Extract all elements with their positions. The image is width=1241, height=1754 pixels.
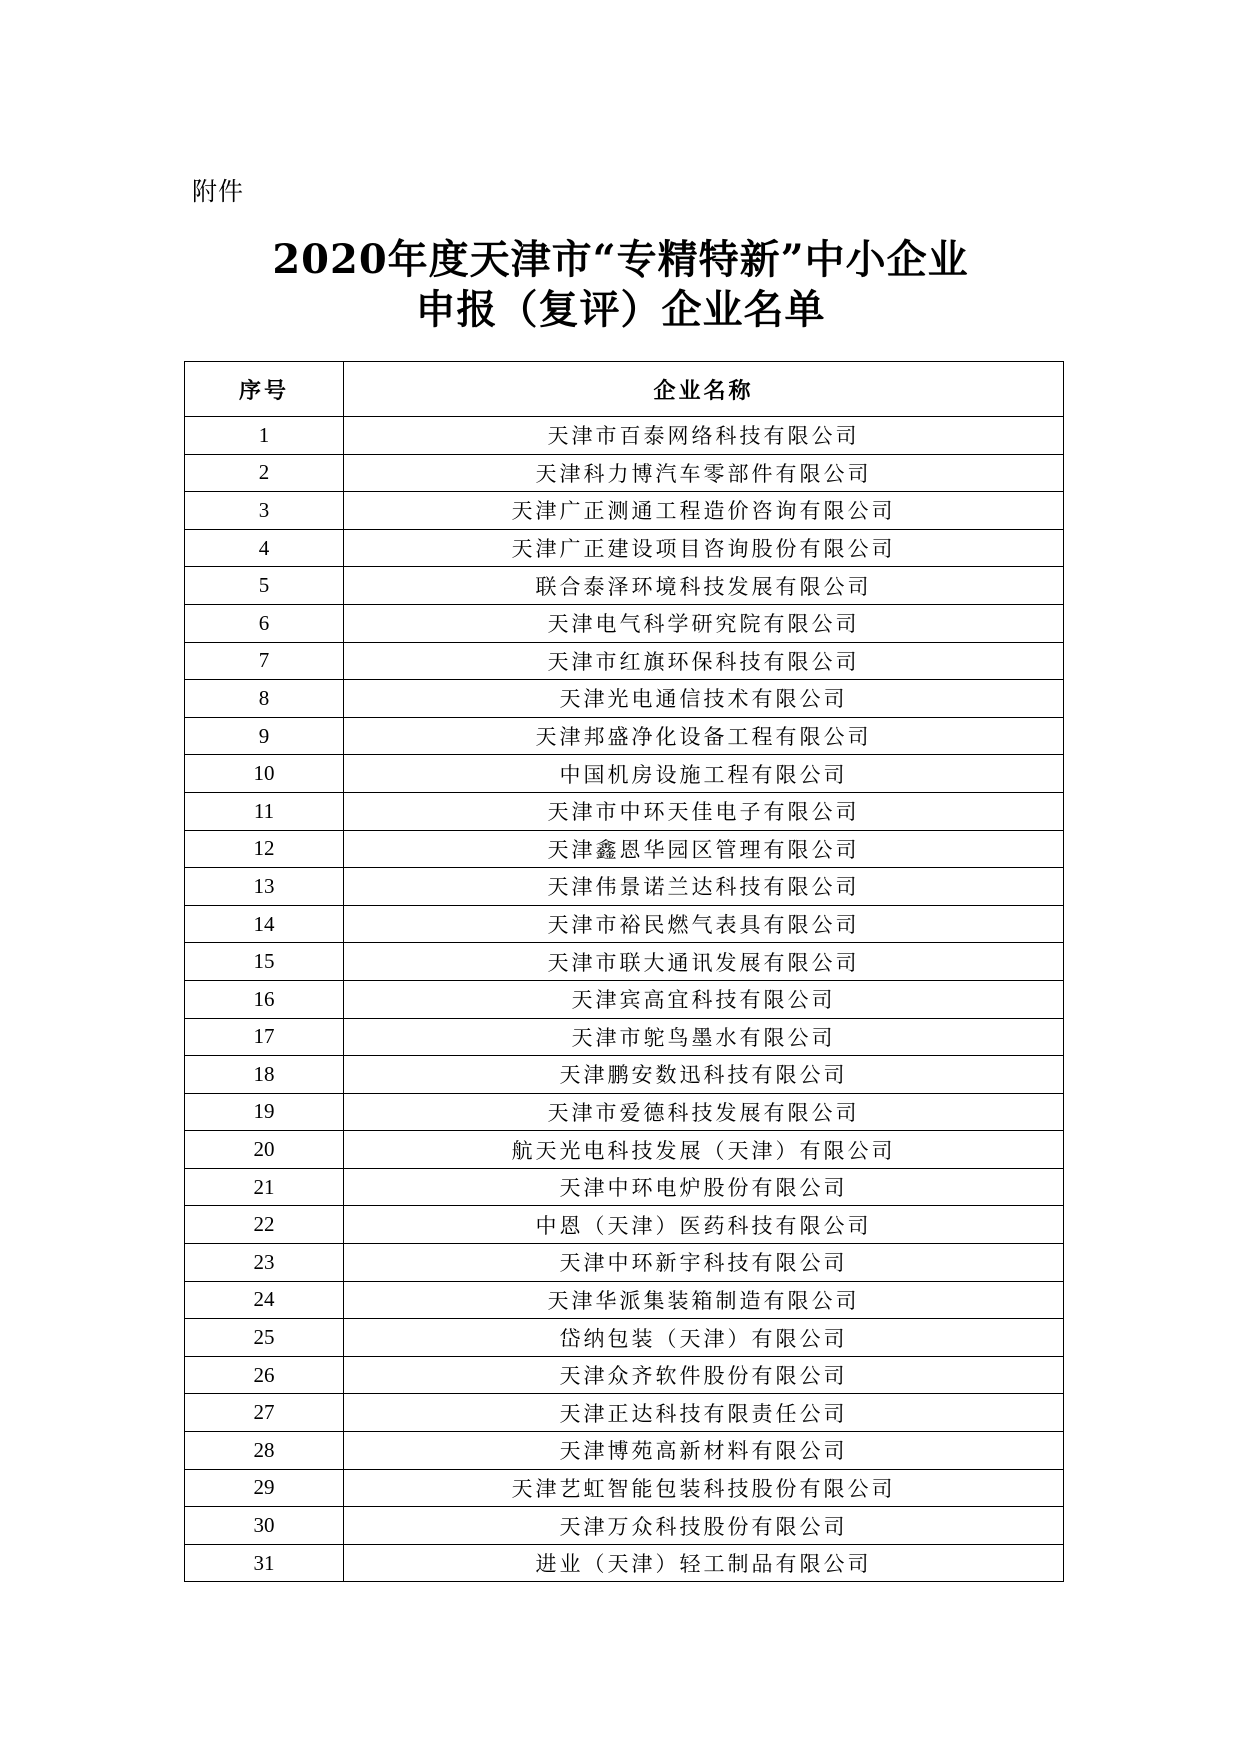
row-enterprise-name: 天津宾高宜科技有限公司 [344, 980, 1064, 1018]
table-row [185, 1544, 1064, 1582]
row-enterprise-name: 天津市裕民燃气表具有限公司 [344, 905, 1064, 943]
row-enterprise-name: 天津电气科学研究院有限公司 [344, 604, 1064, 642]
row-seq-number: 27 [185, 1394, 344, 1432]
row-enterprise-name: 天津众齐软件股份有限公司 [344, 1356, 1064, 1394]
row-seq-number: 9 [185, 717, 344, 755]
row-seq-number: 3 [185, 492, 344, 530]
row-enterprise-name: 天津邦盛净化设备工程有限公司 [344, 717, 1064, 755]
row-enterprise-name: 天津科力博汽车零部件有限公司 [344, 454, 1064, 492]
row-seq-number: 19 [185, 1093, 344, 1131]
table-row [185, 492, 1064, 530]
row-seq-number: 28 [185, 1432, 344, 1470]
table-row [185, 943, 1064, 981]
row-enterprise-name: 天津鑫恩华园区管理有限公司 [344, 830, 1064, 868]
row-enterprise-name: 天津中环新宇科技有限公司 [344, 1244, 1064, 1282]
row-enterprise-name: 天津市百泰网络科技有限公司 [344, 417, 1064, 455]
row-enterprise-name: 天津华派集装箱制造有限公司 [344, 1281, 1064, 1319]
table-row [185, 792, 1064, 830]
row-seq-number: 20 [185, 1131, 344, 1169]
row-seq-number: 24 [185, 1281, 344, 1319]
row-seq-number: 7 [185, 642, 344, 680]
document-title-line-1: 2020年度天津市“专精特新”中小企业 [272, 236, 969, 283]
table-row [185, 1168, 1064, 1206]
row-seq-number: 23 [185, 1244, 344, 1282]
row-seq-number: 22 [185, 1206, 344, 1244]
row-enterprise-name: 中恩（天津）医药科技有限公司 [344, 1206, 1064, 1244]
table-row [185, 755, 1064, 793]
column-header-name: 企业名称 [344, 362, 1064, 417]
table-row [185, 1131, 1064, 1169]
row-enterprise-name: 进业（天津）轻工制品有限公司 [344, 1544, 1064, 1582]
row-seq-number: 16 [185, 980, 344, 1018]
table-body [185, 417, 1064, 1582]
row-enterprise-name: 天津市红旗环保科技有限公司 [344, 642, 1064, 680]
row-enterprise-name: 中国机房设施工程有限公司 [344, 755, 1064, 793]
table-row [185, 529, 1064, 567]
table-row [185, 642, 1064, 680]
row-enterprise-name: 天津艺虹智能包装科技股份有限公司 [344, 1469, 1064, 1507]
row-enterprise-name: 联合泰泽环境科技发展有限公司 [344, 567, 1064, 605]
row-seq-number: 5 [185, 567, 344, 605]
row-seq-number: 8 [185, 680, 344, 718]
table-row [185, 1018, 1064, 1056]
column-header-seq: 序号 [185, 362, 344, 417]
table-row [185, 1356, 1064, 1394]
table-row [185, 604, 1064, 642]
table-row [185, 454, 1064, 492]
row-seq-number: 13 [185, 868, 344, 906]
row-enterprise-name: 天津万众科技股份有限公司 [344, 1507, 1064, 1545]
row-seq-number: 15 [185, 943, 344, 981]
table-row [185, 1469, 1064, 1507]
row-enterprise-name: 天津市爱德科技发展有限公司 [344, 1093, 1064, 1131]
row-seq-number: 6 [185, 604, 344, 642]
table-row [185, 1319, 1064, 1357]
row-enterprise-name: 天津广正建设项目咨询股份有限公司 [344, 529, 1064, 567]
table-row [185, 1507, 1064, 1545]
row-seq-number: 2 [185, 454, 344, 492]
row-enterprise-name: 天津广正测通工程造价咨询有限公司 [344, 492, 1064, 530]
row-seq-number: 14 [185, 905, 344, 943]
row-seq-number: 4 [185, 529, 344, 567]
row-enterprise-name: 天津市联大通讯发展有限公司 [344, 943, 1064, 981]
table-row [185, 417, 1064, 455]
row-enterprise-name: 岱纳包装（天津）有限公司 [344, 1319, 1064, 1357]
table-row [185, 980, 1064, 1018]
table-row [185, 905, 1064, 943]
row-seq-number: 10 [185, 755, 344, 793]
row-enterprise-name: 天津中环电炉股份有限公司 [344, 1168, 1064, 1206]
enterprise-table [184, 361, 1064, 1582]
table-row [185, 1244, 1064, 1282]
row-seq-number: 30 [185, 1507, 344, 1545]
row-seq-number: 29 [185, 1469, 344, 1507]
row-seq-number: 18 [185, 1056, 344, 1094]
row-seq-number: 31 [185, 1544, 344, 1582]
table-header-row [185, 362, 1064, 417]
document-title-line-2: 申报（复评）企业名单 [415, 286, 826, 333]
row-enterprise-name: 天津市鸵鸟墨水有限公司 [344, 1018, 1064, 1056]
table-row [185, 830, 1064, 868]
row-seq-number: 26 [185, 1356, 344, 1394]
table-row [185, 717, 1064, 755]
row-seq-number: 11 [185, 792, 344, 830]
row-seq-number: 12 [185, 830, 344, 868]
attachment-label: 附件 [192, 177, 245, 206]
table-row [185, 680, 1064, 718]
row-seq-number: 21 [185, 1168, 344, 1206]
row-enterprise-name: 天津光电通信技术有限公司 [344, 680, 1064, 718]
row-enterprise-name: 天津正达科技有限责任公司 [344, 1394, 1064, 1432]
row-enterprise-name: 天津伟景诺兰达科技有限公司 [344, 868, 1064, 906]
row-seq-number: 1 [185, 417, 344, 455]
row-seq-number: 25 [185, 1319, 344, 1357]
row-seq-number: 17 [185, 1018, 344, 1056]
table-row [185, 1281, 1064, 1319]
table-row [185, 567, 1064, 605]
table-row [185, 868, 1064, 906]
row-enterprise-name: 航天光电科技发展（天津）有限公司 [344, 1131, 1064, 1169]
row-enterprise-name: 天津博苑高新材料有限公司 [344, 1432, 1064, 1470]
row-enterprise-name: 天津市中环天佳电子有限公司 [344, 792, 1064, 830]
table-row [185, 1206, 1064, 1244]
table-row [185, 1093, 1064, 1131]
row-enterprise-name: 天津鹏安数迅科技有限公司 [344, 1056, 1064, 1094]
table-row [185, 1394, 1064, 1432]
table-row [185, 1056, 1064, 1094]
table-row [185, 1432, 1064, 1470]
